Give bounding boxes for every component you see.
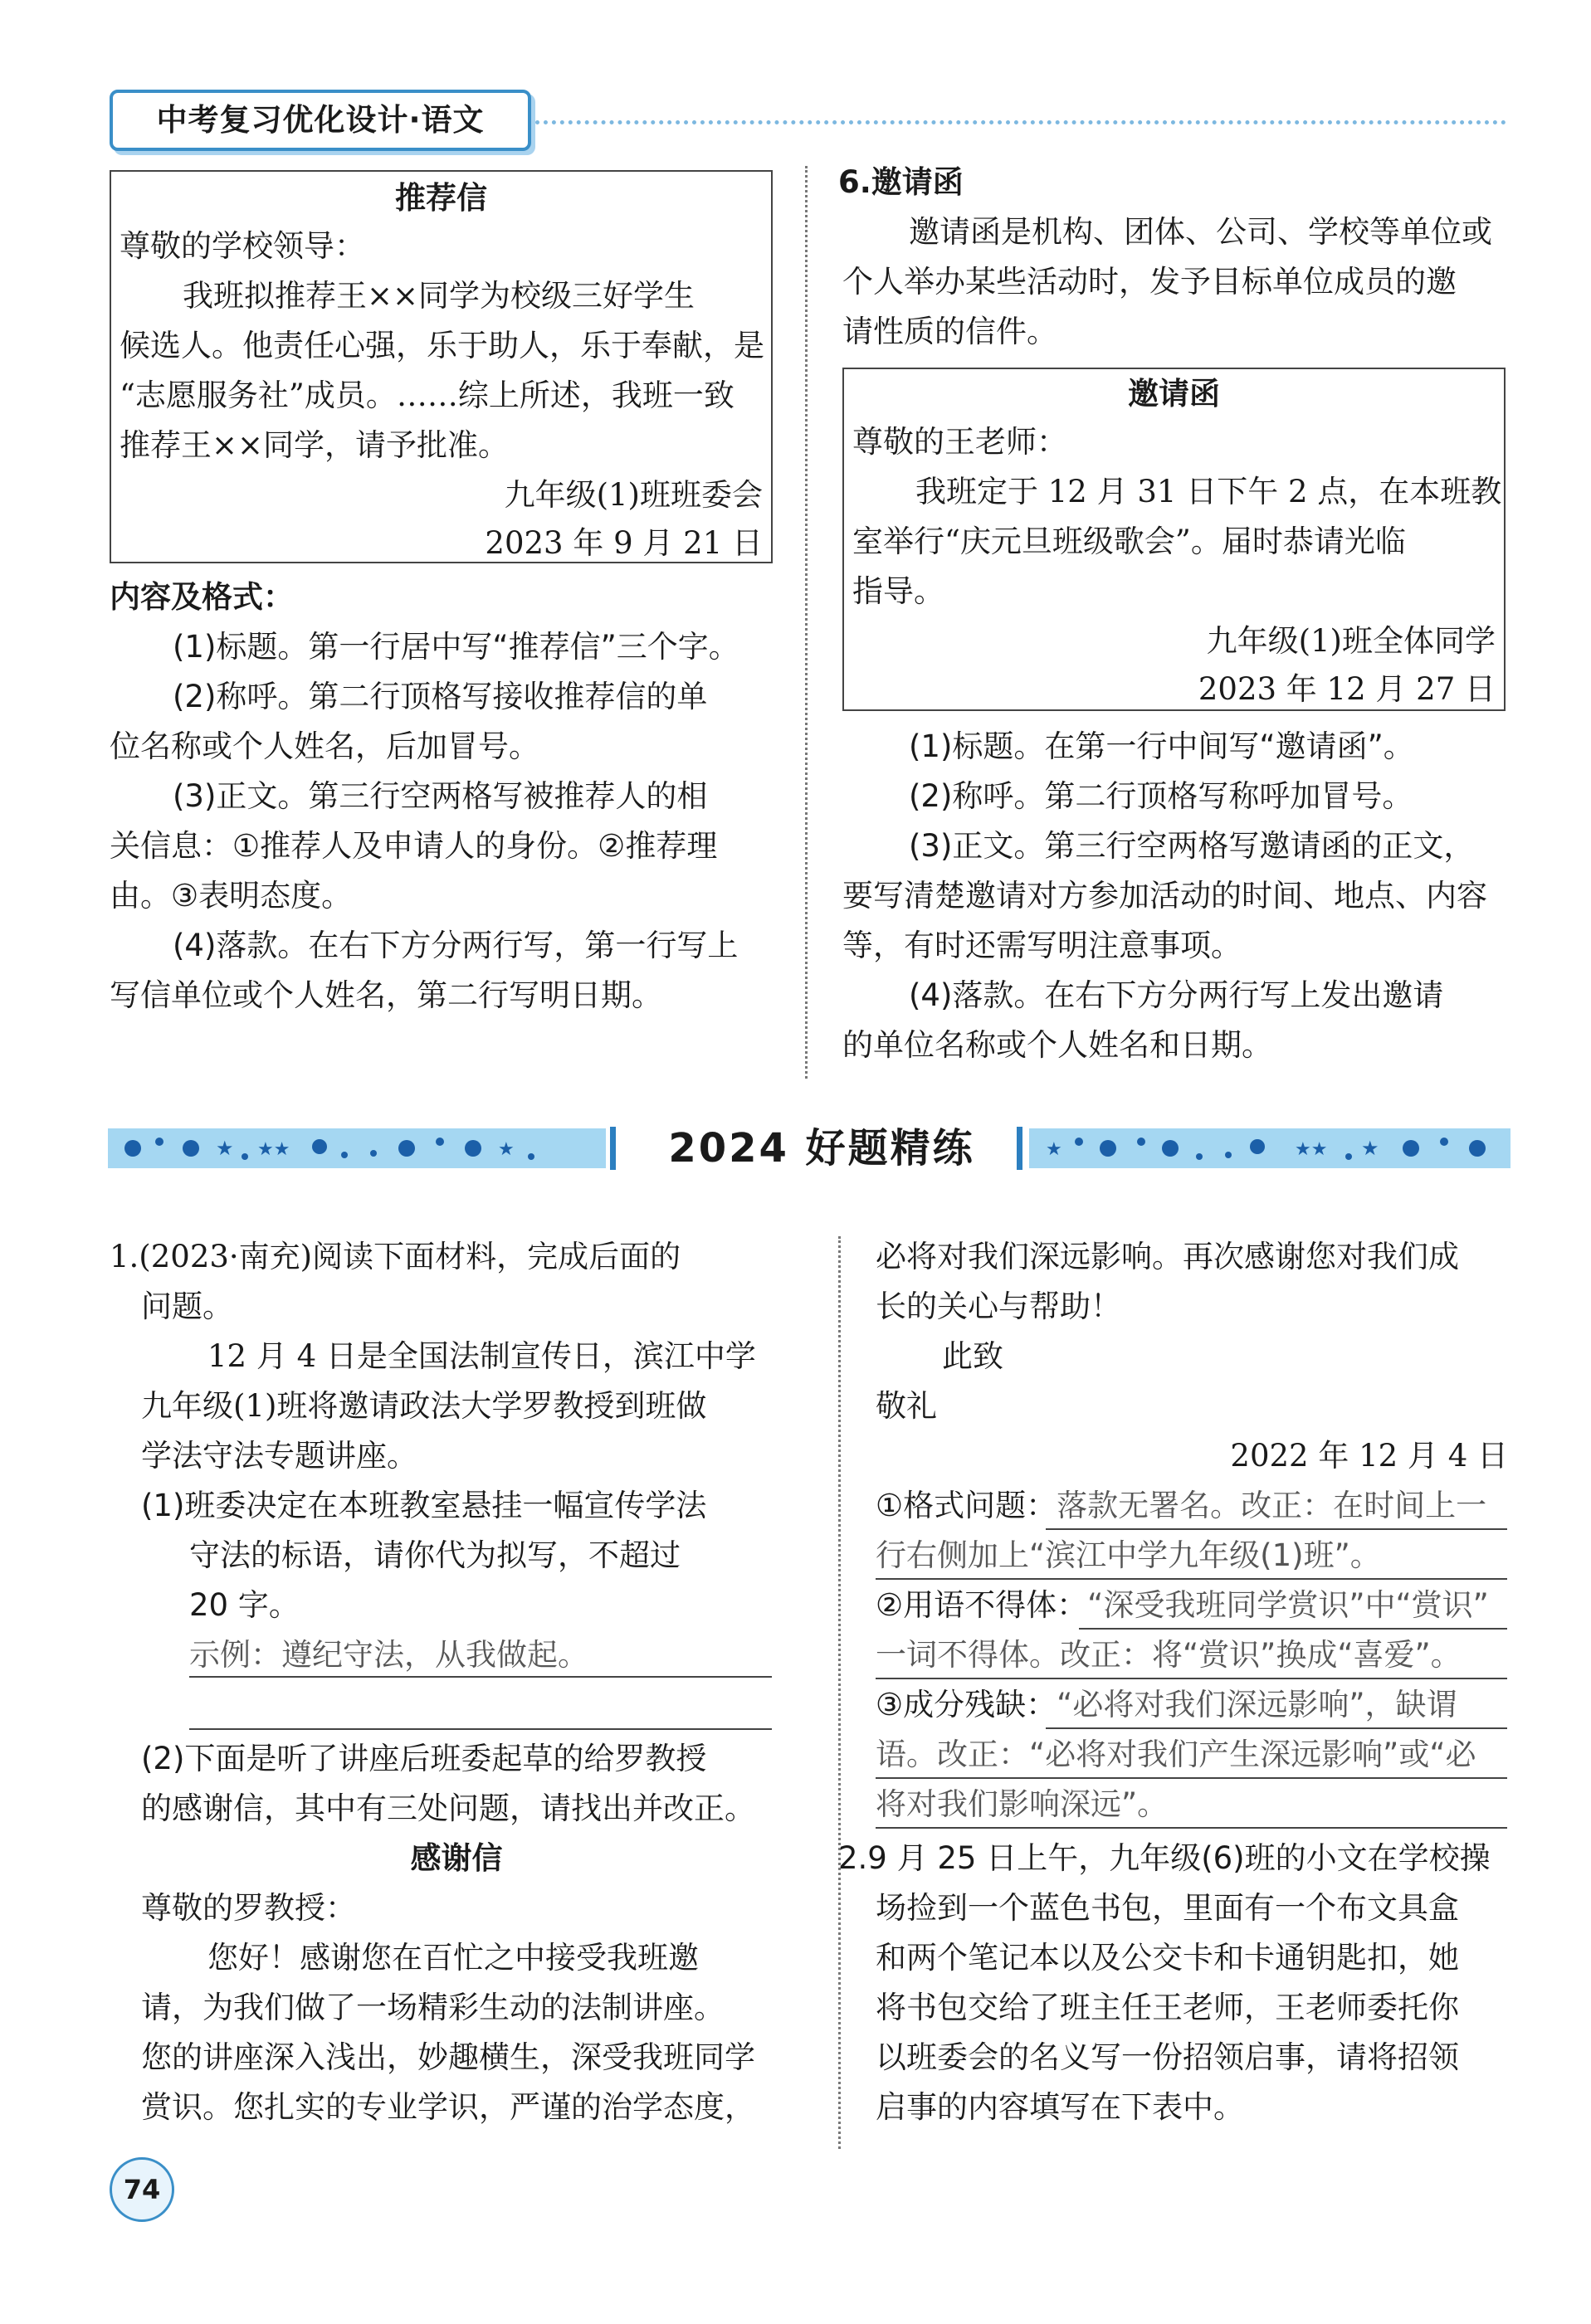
question-2-line: 和两个笔记本以及公交卡和卡通钥匙扣，她 (876, 1940, 1459, 1976)
intro-line: 请性质的信件。 (842, 314, 1057, 349)
answer-text: 行右侧加上“滨江中学九年级(1)班”。 (876, 1537, 1381, 1573)
letter-line: “志愿服务社”成员。……综上所述，我班一致 (120, 378, 734, 413)
letter-line: 尊敬的王老师： (852, 424, 1067, 460)
letter-line: 我班拟推荐王××同学为校级三好学生 (183, 278, 695, 314)
letter-line: 我班定于 12 月 31 日下午 2 点，在本班教 (915, 474, 1502, 509)
svg-text:★★: ★★ (257, 1139, 290, 1160)
format-line: 写信单位或个人姓名，第二行写明日期。 (110, 977, 662, 1013)
answer-item (876, 1688, 1457, 1722)
question-1-line: 学法守法专题讲座。 (141, 1438, 417, 1474)
answer-text: 语。改正：“必将对我们产生深远影响”或“必 (876, 1737, 1476, 1772)
thanks-letter-line: 必将对我们深远影响。再次感谢您对我们成 (876, 1239, 1459, 1274)
question-2-line: 以班委会的名义写一份招领启事，请将招领 (876, 2039, 1459, 2075)
format-line: (2)称呼。第二行顶格写接收推荐信的单 (173, 679, 708, 714)
format-heading: 内容及格式： (110, 579, 294, 615)
format-line: 的单位名称或个人姓名和日期。 (842, 1027, 1272, 1063)
thanks-letter-date: 2022 年 12 月 4 日 (1230, 1438, 1508, 1474)
thanks-letter-line: 赏识。您扎实的专业学识，严谨的治学态度， (141, 2089, 755, 2125)
question-1-line: 12 月 4 日是全国法制宣传日，滨江中学 (207, 1338, 756, 1374)
answer-label: ②用语不得体： (876, 1587, 1088, 1623)
format-line: 位名称或个人姓名，后加冒号。 (110, 728, 539, 764)
question-1-line: 问题。 (141, 1289, 233, 1324)
svg-text:★: ★ (1361, 1137, 1379, 1160)
letter-sign: 九年级(1)班全体同学 (1206, 623, 1496, 659)
answer-underline (876, 1777, 1507, 1779)
header-dotted-rule (535, 120, 1506, 124)
format-line: (1)标题。在第一行中间写“邀请函”。 (909, 728, 1414, 764)
question-2-line: 启事的内容填写在下表中。 (876, 2089, 1244, 2125)
answer-item (876, 1589, 1489, 1622)
thanks-letter-line: 您的讲座深入浅出，妙趣横生，深受我班同学 (141, 2039, 755, 2075)
letter-line: 推荐王××同学，请予批准。 (120, 427, 510, 463)
answer-text: 一词不得体。改正：将“赏识”换成“喜爱”。 (876, 1637, 1462, 1673)
letter-date: 2023 年 9 月 21 日 (485, 525, 763, 561)
format-line: (3)正文。第三行空两格写被推荐人的相 (173, 778, 708, 814)
thanks-letter-line: 敬礼 (876, 1388, 937, 1424)
question-1-line: (1)班委决定在本班教室悬挂一幅宣传学法 (141, 1488, 707, 1523)
question-1-line: 1.(2023·南充)阅读下面材料，完成后面的 (110, 1239, 681, 1274)
answer-underline (189, 1728, 772, 1730)
thanks-letter-line: 请，为我们做了一场精彩生动的法制讲座。 (141, 1990, 725, 2025)
answer-label: ①格式问题： (876, 1488, 1057, 1523)
thanks-letter-line: 尊敬的罗教授： (141, 1890, 356, 1926)
svg-text:★: ★ (1046, 1139, 1062, 1160)
answer-text: 将对我们影响深远”。 (876, 1786, 1169, 1822)
question-1-line: 守法的标语，请你代为拟写，不超过 (189, 1537, 681, 1573)
letter-title: 邀请函 (1128, 376, 1220, 412)
question-1-line: 20 字。 (189, 1587, 300, 1623)
thanks-letter-line: 您好！感谢您在百忙之中接受我班邀 (207, 1940, 699, 1976)
thanks-letter-line: 长的关心与帮助！ (876, 1289, 1121, 1324)
format-line: 关信息：①推荐人及申请人的身份。②推荐理 (110, 828, 718, 864)
format-line: (3)正文。第三行空两格写邀请函的正文， (909, 828, 1475, 864)
letter-line: 指导。 (852, 573, 944, 609)
question-1-sub2: 的感谢信，其中有三处问题，请找出并改正。 (141, 1791, 755, 1826)
banner-decor-right (1029, 1128, 1510, 1168)
format-line: 由。③表明态度。 (110, 878, 353, 914)
answer-text: 落款无署名。改正：在时间上一 (1057, 1488, 1487, 1523)
format-line: 等，有时还需写明注意事项。 (842, 928, 1242, 963)
letter-sign: 九年级(1)班班委会 (504, 477, 763, 513)
thanks-letter-line: 此致 (942, 1338, 1003, 1374)
format-line: (2)称呼。第二行顶格写称呼加冒号。 (909, 778, 1413, 814)
svg-text:★★: ★★ (1295, 1139, 1328, 1160)
format-line: (4)落款。在右下方分两行写上发出邀请 (909, 977, 1444, 1013)
page-number: 74 (110, 2157, 174, 2222)
format-line: (4)落款。在右下方分两行写，第一行写上 (173, 928, 739, 963)
letter-line: 候选人。他责任心强，乐于助人，乐于奉献，是 (120, 328, 764, 363)
column-divider-bottom (838, 1236, 841, 2149)
svg-text:★: ★ (216, 1137, 234, 1160)
format-line: 要写清楚邀请对方参加活动的时间、地点、内容 (842, 878, 1487, 914)
svg-text:★: ★ (498, 1139, 515, 1160)
header-title: 中考复习优化设计·语文 (110, 90, 531, 151)
letter-line: 室举行“庆元旦班级歌会”。届时恭请光临 (852, 524, 1406, 559)
banner-decor-left (108, 1128, 606, 1168)
letter-title: 推荐信 (395, 180, 487, 216)
banner-bar-right (1017, 1127, 1022, 1170)
answer-underline (1046, 1727, 1507, 1729)
answer-underline (189, 1676, 772, 1678)
letter-date: 2023 年 12 月 27 日 (1198, 671, 1496, 707)
column-divider-top (805, 166, 808, 1079)
invitation-letter-box (842, 368, 1506, 711)
intro-line: 个人举办某些活动时，发予目标单位成员的邀 (842, 264, 1457, 300)
recommendation-letter-box (110, 170, 773, 563)
section-heading-invitation: 6.邀请函 (838, 164, 964, 200)
answer-underline (876, 1827, 1507, 1829)
question-2-line: 场捡到一个蓝色书包，里面有一个布文具盒 (876, 1890, 1459, 1926)
answer-label: ③成分残缺： (876, 1687, 1057, 1722)
question-2-line: 2.9 月 25 日上午，九年级(6)班的小文在学校操 (838, 1840, 1491, 1876)
answer-text: “必将对我们深远影响”，缺谓 (1057, 1687, 1457, 1722)
answer-underline (876, 1578, 1507, 1580)
question-1-sub2: (2)下面是听了讲座后班委起草的给罗教授 (141, 1741, 707, 1776)
question-2-line: 将书包交给了班主任王老师，王老师委托你 (876, 1990, 1459, 2025)
thanks-letter-title: 感谢信 (410, 1840, 503, 1876)
answer-underline (876, 1678, 1507, 1679)
section-banner-title: 2024 好题精练 (668, 1125, 975, 1172)
answer-underline (1079, 1628, 1507, 1630)
intro-line: 邀请函是机构、团体、公司、学校等单位或 (909, 214, 1492, 250)
answer-underline (1046, 1528, 1507, 1530)
format-line: (1)标题。第一行居中写“推荐信”三个字。 (173, 629, 739, 665)
answer-slogan: 示例：遵纪守法，从我做起。 (189, 1637, 588, 1673)
question-1-line: 九年级(1)班将邀请政法大学罗教授到班做 (141, 1388, 707, 1424)
answer-item (876, 1489, 1486, 1523)
answer-text: “深受我班同学赏识”中“赏识” (1087, 1587, 1489, 1623)
letter-line: 尊敬的学校领导： (120, 228, 365, 264)
